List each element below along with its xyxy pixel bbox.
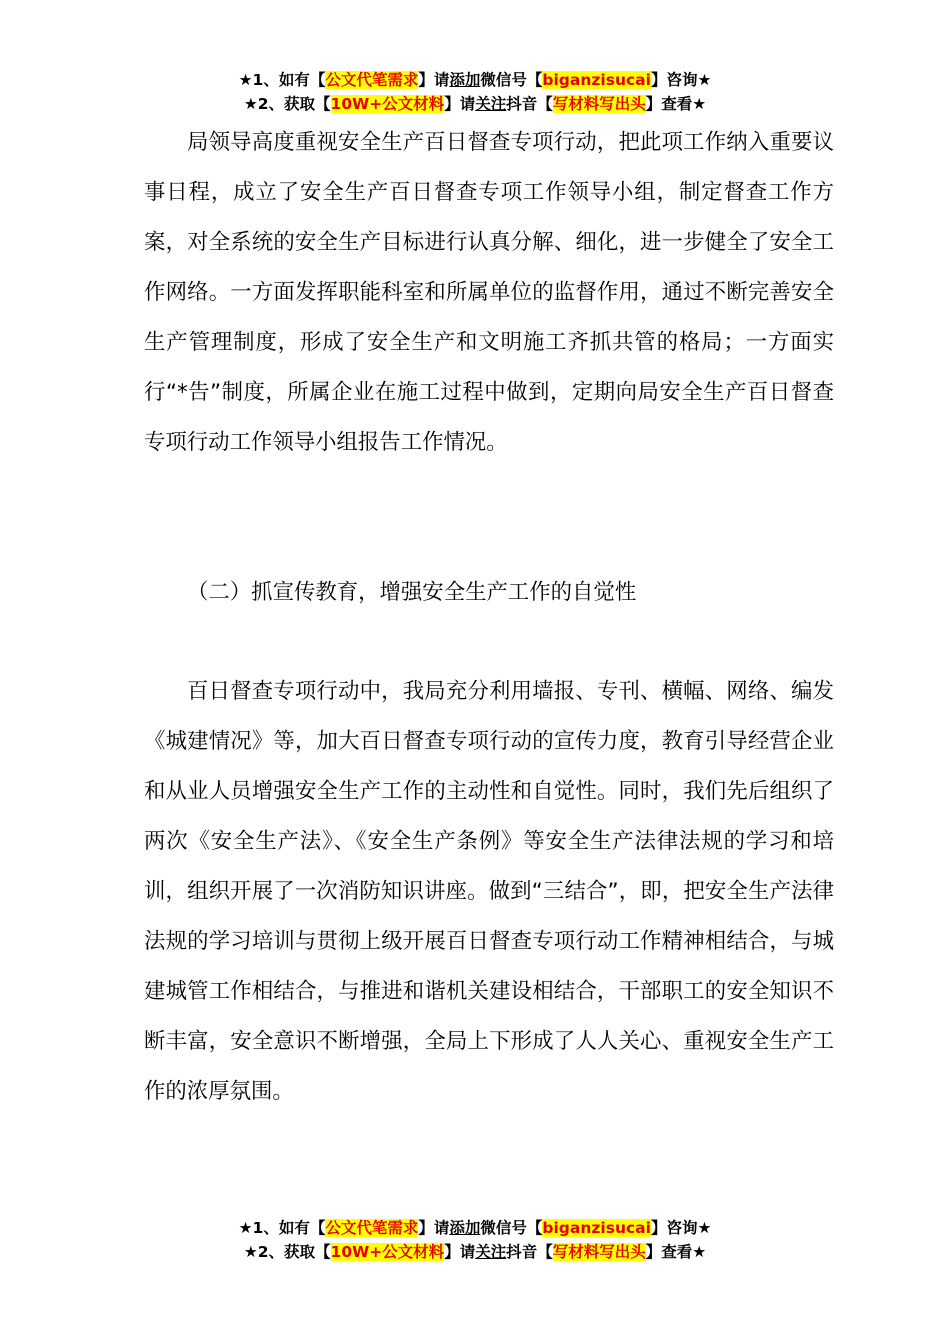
banner-text: 】查看★: [645, 95, 707, 113]
banner-underlined: 关注: [475, 95, 507, 113]
banner-text: 抖音【: [506, 95, 553, 113]
banner-text: 微信号【: [480, 71, 543, 89]
banner-text: 】咨询★: [650, 1219, 712, 1237]
banner-underlined: 添加: [449, 1219, 481, 1237]
banner-text: 】请: [444, 1243, 476, 1261]
banner-text: 】请: [444, 95, 476, 113]
banner-text: ★1、如有【: [238, 71, 326, 89]
banner-text: 】查看★: [645, 1243, 707, 1261]
banner-text: 抖音【: [506, 1243, 553, 1261]
banner-highlight: biganzisucai: [542, 71, 651, 89]
banner-highlight: biganzisucai: [542, 1219, 651, 1237]
banner-underlined: 添加: [449, 71, 481, 89]
banner-line-2: [0, 92, 950, 116]
banner-text: ★1、如有【: [238, 1219, 326, 1237]
banner-text: ★2、获取【: [243, 95, 331, 113]
section-heading-2: （二）抓宣传教育，增强安全生产工作的自觉性: [187, 580, 637, 605]
body-paragraph-2: 百日督查专项行动中，我局充分利用墙报、专刊、横幅、网络、编发《城建情况》等，加大百日督查专项行动的宣传力度，教育引导经营企业和从业人员增强安全生产工作的主动性和自觉性。同时，我们先后组织了两次《安全生产法》、《安全生产条例》等安全生产法律法规的学习和培训，组织开展了一次消防知识讲座。做到“三结合”，即，把安全生产法律法规的学习培训与贯彻上级开展百日督查专项行动工作精神相结合，与城建城管工作相结合，与推进和谐机关建设相结合，干部职工的安全知识不断丰富，安全意识不断增强，全局上下形成了人人关心、重视安全生产工作的浓厚氛围。: [144, 679, 834, 1104]
banner-text: 】请: [418, 1219, 450, 1237]
body-paragraph-1: 局领导高度重视安全生产百日督查专项行动，把此项工作纳入重要议事日程，成立了安全生产百日督查专项工作领导小组，制定督查工作方案，对全系统的安全生产目标进行认真分解、细化，进一步健全了安全工作网络。一方面发挥职能科室和所属单位的监督作用，通过不断完善安全生产管理制度，形成了安全生产和文明施工齐抓共管的格局；一方面实行“*告”制度，所属企业在施工过程中做到，定期向局安全生产百日督查专项行动工作领导小组报告工作情况。: [144, 130, 834, 455]
banner-highlight: 10W+公文材料: [330, 95, 445, 113]
banner-text: 】咨询★: [650, 71, 712, 89]
banner-line-2: [0, 1240, 950, 1264]
banner-highlight: 公文代笔需求: [325, 71, 419, 89]
banner-highlight: 写材料写出头: [552, 1243, 646, 1261]
banner-text: 】请: [418, 71, 450, 89]
banner-text: ★2、获取【: [243, 1243, 331, 1261]
banner-underlined: 关注: [475, 1243, 507, 1261]
banner-line-1: [0, 1216, 950, 1240]
footer-banner: [0, 1216, 950, 1264]
banner-highlight: 写材料写出头: [552, 95, 646, 113]
banner-text: 微信号【: [480, 1219, 543, 1237]
header-banner: [0, 68, 950, 116]
banner-highlight: 10W+公文材料: [330, 1243, 445, 1261]
banner-line-1: [0, 68, 950, 92]
banner-highlight: 公文代笔需求: [325, 1219, 419, 1237]
